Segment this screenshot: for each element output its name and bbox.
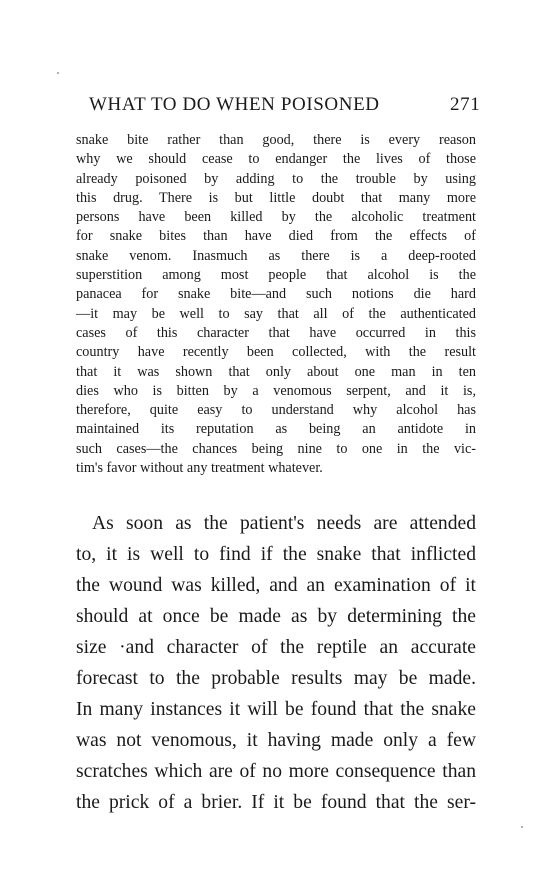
text-line: As soon as the patient's needs are attended <box>92 513 476 534</box>
page-number: 271 <box>450 94 481 115</box>
scan-speck <box>57 72 59 74</box>
text-line: panacea for snake bite—and such notions die hard <box>76 286 476 303</box>
running-head <box>89 94 489 116</box>
running-head-title: WHAT TO DO WHEN POISONED <box>89 94 380 115</box>
text-line: the prick of a brier. If it be found that the ser- <box>76 792 476 813</box>
text-line: snake bite rather than good, there is every reason <box>76 132 476 148</box>
text-line: this drug. There is but little doubt that many more <box>76 189 476 206</box>
text-line: country have recently been collected, with the result <box>76 344 476 361</box>
text-line: In many instances it will be found that the snake <box>76 699 476 720</box>
text-line: scratches which are of no more consequence than <box>76 761 476 782</box>
text-line: maintained its reputation as being an antidote in <box>76 421 476 438</box>
text-line: size ·and character of the reptile an accurate <box>76 637 476 658</box>
text-line: snake venom. Inasmuch as there is a deep-rooted <box>76 247 476 264</box>
text-line: the wound was killed, and an examination of it <box>76 575 476 596</box>
text-line: such cases—the chances being nine to one in the vic- <box>76 440 476 457</box>
text-line: already poisoned by adding to the trouble by using <box>76 170 476 187</box>
scan-speck <box>521 826 523 828</box>
text-line: dies who is bitten by a venomous serpent, and it is, <box>76 382 476 399</box>
text-line: forecast to the probable results may be made. <box>76 668 476 689</box>
text-line: persons have been killed by the alcoholic treatment <box>76 209 476 226</box>
main-paragraph <box>76 508 476 818</box>
text-line: therefore, quite easy to understand why alcohol has <box>76 402 476 419</box>
text-line: cases of this character that have occurred in this <box>76 324 476 341</box>
text-line: for snake bites than have died from the effects of <box>76 228 476 245</box>
text-line: should at once be made as by determining the <box>76 606 476 627</box>
text-line: that it was shown that only about one man in ten <box>76 363 476 380</box>
text-line: to, it is well to find if the snake that inflicted <box>76 544 476 565</box>
text-line: superstition among most people that alcohol is the <box>76 267 476 284</box>
text-line: was not venomous, it having made only a few <box>76 730 476 751</box>
small-print-paragraph <box>76 131 476 478</box>
text-line: —it may be well to say that all of the authenticated <box>76 305 476 322</box>
text-line: why we should cease to endanger the lives of those <box>76 151 476 168</box>
text-line: tim's favor without any treatment whatever. <box>76 460 323 477</box>
